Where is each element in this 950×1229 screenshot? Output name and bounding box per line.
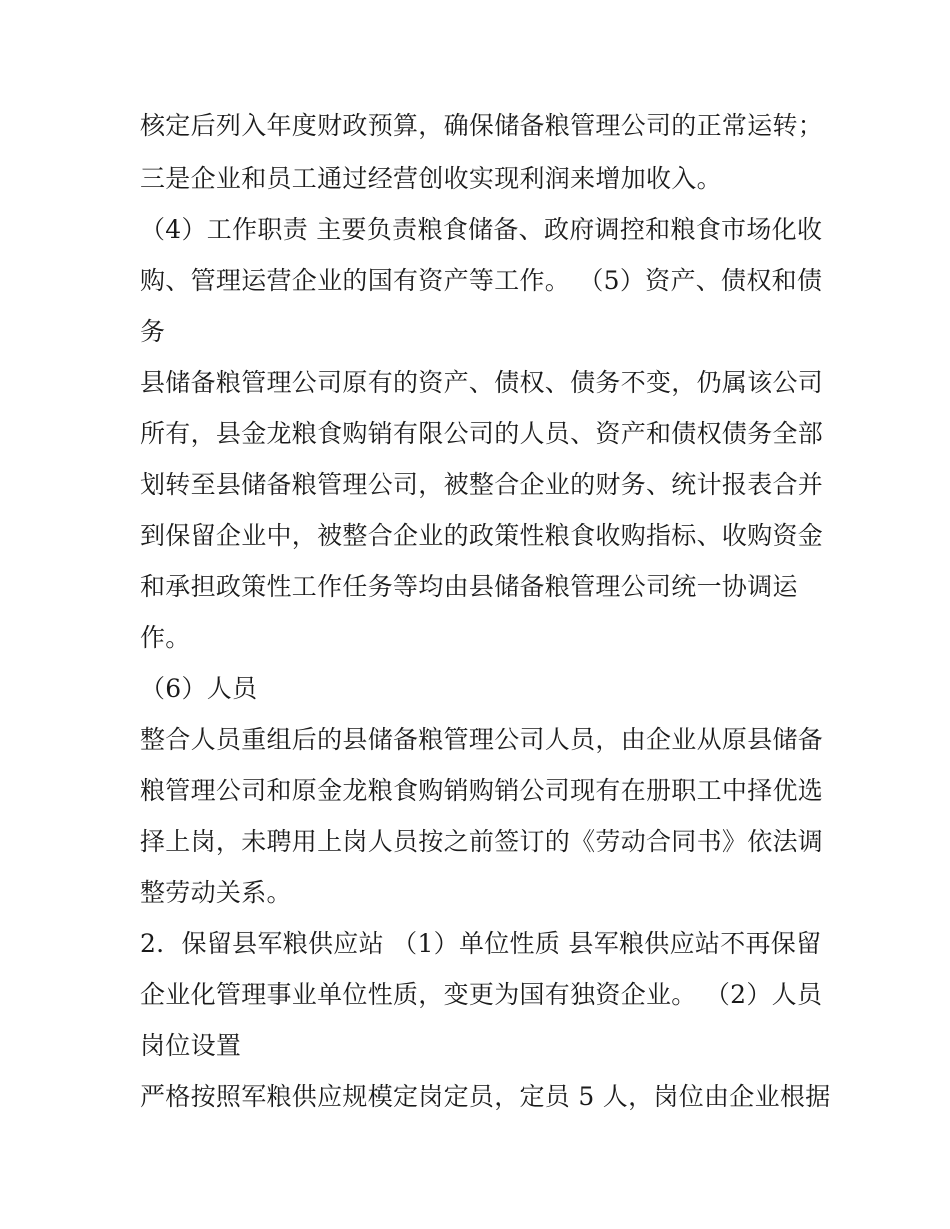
text-line: 核定后列入年度财政预算，确保储备粮管理公司的正常运转；: [140, 111, 824, 140]
text-line: 整合人员重组后的县储备粮管理公司人员，由企业从原县储备: [140, 725, 824, 754]
text-line: 所有，县金龙粮食购销有限公司的人员、资产和债权债务全部: [140, 419, 824, 448]
text-line: 整劳动关系。: [140, 878, 292, 907]
text-line: 2．保留县军粮供应站 （1）单位性质 县军粮供应站不再保留: [140, 929, 822, 958]
text-line: 岗位设置: [140, 1031, 242, 1060]
text-line: 务: [140, 317, 166, 346]
text-line: 作。: [140, 623, 191, 652]
text-line: 划转至县储备粮管理公司，被整合企业的财务、统计报表合并: [140, 470, 824, 499]
text-line: 择上岗，未聘用上岗人员按之前签订的《劳动合同书》依法调: [140, 827, 824, 856]
text-line: （6）人员: [140, 674, 258, 703]
text-line: 企业化管理事业单位性质，变更为国有独资企业。 （2）人员: [140, 980, 823, 1009]
text-line: （4）工作职责 主要负责粮食储备、政府调控和粮食市场化收: [140, 215, 823, 244]
text-line: 和承担政策性工作任务等均由县储备粮管理公司统一协调运: [140, 572, 798, 601]
text-line: 严格按照军粮供应规模定岗定员，定员 5 人，岗位由企业根据: [140, 1082, 831, 1111]
text-line: 到保留企业中，被整合企业的政策性粮食收购指标、收购资金: [140, 521, 824, 550]
text-line: 三是企业和员工通过经营创收实现利润来增加收入。: [140, 164, 722, 193]
text-line: 县储备粮管理公司原有的资产、债权、债务不变，仍属该公司: [140, 368, 824, 397]
text-line: 购、管理运营企业的国有资产等工作。 （5）资产、债权和债: [140, 266, 823, 295]
text-line: 粮管理公司和原金龙粮食购销购销公司现有在册职工中择优选: [140, 776, 824, 805]
